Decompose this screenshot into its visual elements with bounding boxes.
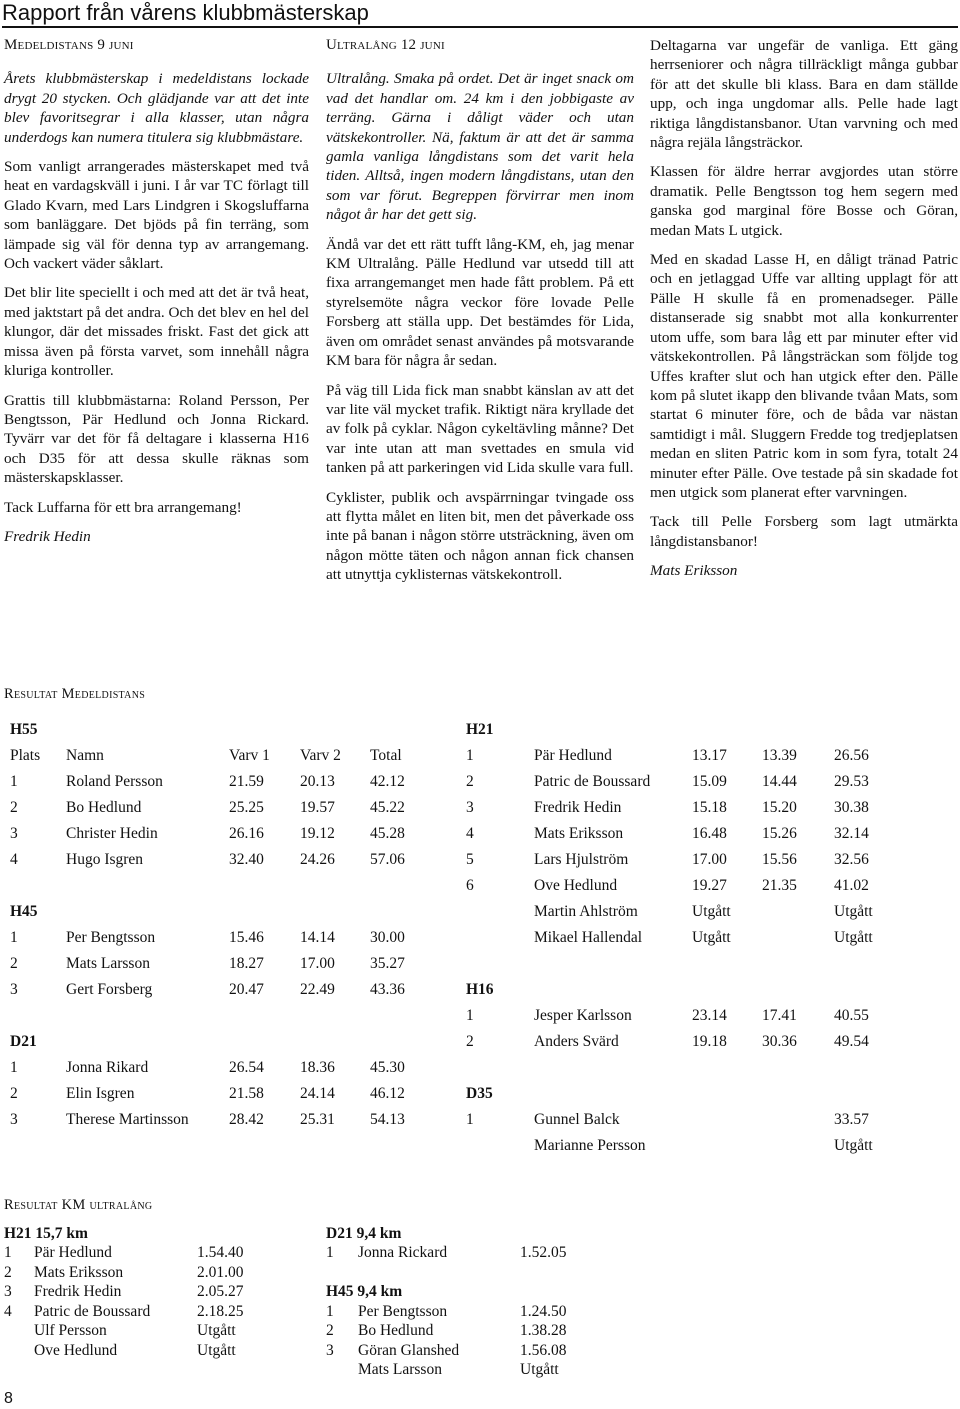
- result-row: [10, 1107, 420, 1133]
- result-cell: Therese Martinsson: [66, 1111, 189, 1128]
- class-heading: D21: [10, 1033, 37, 1050]
- result-cell: Plats: [10, 747, 41, 764]
- result-cell: Ove Hedlund: [534, 877, 618, 894]
- result-row: [10, 769, 420, 795]
- class-heading-row: [466, 1081, 884, 1107]
- result-row: [10, 925, 420, 951]
- result-cell: 3: [10, 981, 18, 998]
- class-heading: H21: [466, 721, 494, 738]
- result-cell: [692, 1107, 762, 1133]
- article-ultralang-continued: [650, 36, 958, 581]
- result-row: [466, 795, 884, 821]
- result-cell: 45.22: [370, 799, 405, 816]
- result-cell: 3: [326, 1341, 334, 1359]
- result-cell: 2.01.00: [197, 1263, 244, 1281]
- result-cell: 2: [466, 773, 474, 790]
- spacer-cell: [466, 951, 884, 977]
- result-cell: 6: [466, 877, 474, 894]
- spacer-row: [10, 1003, 420, 1029]
- result-cell: 2: [326, 1322, 334, 1340]
- class-heading: H55: [10, 721, 38, 738]
- result-cell: 1: [10, 1059, 18, 1076]
- result-cell: Per Bengtsson: [358, 1302, 448, 1320]
- results-table-km-right: [326, 1224, 580, 1380]
- result-cell: 32.40: [229, 851, 264, 868]
- paragraph: Deltagarna var ungefär de vanliga. Ett gäng herrseniorer och några tillräckligt många gubbar för att det skulle bli klass. Bara en dam ställde upp, och inga ungdomar alls. Pelle hade lagt riktiga långdistansbanor. Utan varvning och med några rejäla långsträckor.: [650, 37, 958, 152]
- result-cell: 2.05.27: [197, 1283, 244, 1301]
- result-cell: 21.35: [762, 877, 797, 894]
- result-cell: 2: [10, 955, 18, 972]
- result-cell: 1.24.50: [520, 1302, 567, 1320]
- result-cell: [4, 1322, 34, 1342]
- result-cell: 20.13: [300, 773, 335, 790]
- result-cell: 3: [4, 1283, 12, 1301]
- result-cell: 1: [4, 1244, 12, 1262]
- result-cell: Mats Eriksson: [534, 825, 624, 842]
- result-row: [10, 1055, 420, 1081]
- paragraph: Som vanligt arrangerades mästerskapet med två heat en vardagskväll i juni. I år var TC förlagt till Glado Kvarn, med Lars Lindgren i Skogsluffarna som banläggare. Det bjöds på fin terräng, som lämpade sig väl för denna typ av arrangemang. Och vackert väder såklart.: [4, 158, 309, 273]
- result-cell: 19.27: [692, 877, 727, 894]
- class-heading: H45 9,4 km: [326, 1283, 403, 1301]
- author-signature: Mats Eriksson: [650, 562, 738, 580]
- result-cell: 43.36: [370, 981, 405, 998]
- result-cell: 18.27: [229, 955, 264, 972]
- result-cell: 1: [326, 1302, 334, 1320]
- result-cell: 46.12: [370, 1085, 405, 1102]
- result-cell: 5: [466, 851, 474, 868]
- result-cell: 26.54: [229, 1059, 264, 1076]
- result-cell: 30.00: [370, 929, 405, 946]
- result-cell: Varv 2: [300, 747, 341, 764]
- result-row: [4, 1302, 257, 1322]
- result-cell: 57.06: [370, 851, 405, 868]
- page-number: 8: [4, 1390, 13, 1407]
- result-row: [4, 1263, 257, 1283]
- result-cell: 40.55: [834, 1007, 869, 1024]
- result-row: [4, 1283, 257, 1303]
- result-cell: 35.27: [370, 955, 405, 972]
- result-cell: 4: [4, 1302, 12, 1320]
- spacer-cell: [466, 1055, 884, 1081]
- result-cell: [4, 1341, 34, 1361]
- class-heading-row: [326, 1224, 580, 1244]
- paragraph: Med en skadad Lasse H, en dåligt tränad Patric och en jetlaggad Uffe var allting upplagt för att Pälle H skulle få en promenadseger. Pälle distanserade sig snabbt mot alla konkurrenter utom uffe, som bara låg ett par minuter efter vid vätskekontrollen. På långsträckan som följde tog Uffes krafter slut och han utgick efter den. Pälle kom på slutet ikapp den blivande tvåan Mats, som startat 6 minuter före, och de båda var nästan samtidigt i mål. Sluggern Fredde tog tredjeplatsen medan en sliten Patric kom in som fyra, totalt 24 minuter efter Pälle. Ove testade på sin skadade fot men utgick som planerat efter varvningen.: [650, 251, 958, 501]
- result-row: [10, 795, 420, 821]
- result-cell: Jonna Rikard: [66, 1059, 149, 1076]
- result-cell: 2: [466, 1033, 474, 1050]
- result-cell: [692, 1133, 762, 1159]
- result-cell: Utgått: [692, 903, 731, 920]
- result-cell: Utgått: [834, 1137, 873, 1154]
- result-cell: 1.54.40: [197, 1244, 244, 1262]
- paragraph: Ändå var det ett rätt tufft lång-KM, eh, jag menar KM Ultralång. Pälle Hedlund var utsedd till att fixa arrangemanget men hade fått problem. På ett styrelsemöte några veckor före lovade Pelle Forsberg att ställa upp. Det bestämdes för Lida, även om området senast användes på motsvarande KM bara för några år sedan.: [326, 235, 634, 370]
- results-heading-medeldistans: Resultat Medeldistans: [4, 686, 146, 702]
- result-cell: Hugo Isgren: [66, 851, 144, 868]
- result-cell: Mats Larsson: [66, 955, 150, 972]
- result-cell: 15.46: [229, 929, 264, 946]
- result-cell: 32.14: [834, 825, 869, 842]
- result-cell: 1: [10, 773, 18, 790]
- result-cell: 13.39: [762, 747, 797, 764]
- result-cell: 2: [10, 1085, 18, 1102]
- class-heading-row: [466, 717, 884, 743]
- result-cell: 1: [326, 1244, 334, 1262]
- result-cell: Total: [370, 747, 402, 764]
- result-cell: Utgått: [834, 929, 873, 946]
- result-cell: Jonna Rickard: [358, 1244, 448, 1262]
- result-cell: [762, 1107, 834, 1133]
- result-cell: 4: [10, 851, 18, 868]
- result-cell: [762, 899, 834, 925]
- section-heading-ultralang: Ultralång 12 juni: [326, 37, 445, 53]
- result-cell: Utgått: [520, 1361, 559, 1379]
- section-heading-medeldistans: Medeldistans 9 juni: [4, 37, 134, 53]
- result-cell: 26.16: [229, 825, 264, 842]
- result-cell: 16.48: [692, 825, 727, 842]
- class-heading: D21 9,4 km: [326, 1224, 402, 1242]
- result-row: [326, 1302, 580, 1322]
- result-cell: [762, 925, 834, 951]
- result-cell: 14.14: [300, 929, 335, 946]
- paragraph: Grattis till klubbmästarna: Roland Persson, Per Bengtsson, Pär Hedlund och Jonna Rickard. Tyvärr var det för få deltagare i klasserna H16 och D35 för att dessa skulle räknas som mästerskapsklasser.: [4, 391, 309, 487]
- result-cell: Patric de Boussard: [534, 773, 651, 790]
- spacer-cell: [10, 1003, 420, 1029]
- result-cell: 21.59: [229, 773, 264, 790]
- result-cell: Elin Isgren: [66, 1085, 135, 1102]
- result-cell: 1.52.05: [520, 1244, 567, 1262]
- result-row: [466, 847, 884, 873]
- result-row: [10, 847, 420, 873]
- result-cell: 1: [466, 1111, 474, 1128]
- result-cell: Patric de Boussard: [34, 1302, 151, 1320]
- result-cell: Ove Hedlund: [34, 1341, 118, 1359]
- result-row: [4, 1341, 257, 1361]
- result-cell: Utgått: [834, 903, 873, 920]
- result-cell: Mats Larsson: [358, 1361, 442, 1379]
- article-ultralang: [326, 36, 634, 595]
- result-cell: 54.13: [370, 1111, 405, 1128]
- result-row: [4, 1322, 257, 1342]
- result-cell: 3: [10, 1111, 18, 1128]
- result-cell: 17.00: [692, 851, 727, 868]
- article-medeldistans: [4, 36, 309, 546]
- result-cell: 23.14: [692, 1007, 727, 1024]
- results-heading-km: Resultat KM ultralång: [4, 1197, 153, 1213]
- result-cell: Utgått: [692, 929, 731, 946]
- result-cell: 21.58: [229, 1085, 264, 1102]
- result-row: [4, 1244, 257, 1264]
- result-cell: Marianne Persson: [534, 1137, 646, 1154]
- result-cell: 32.56: [834, 851, 869, 868]
- result-cell: 1: [466, 747, 474, 764]
- result-row: [326, 1341, 580, 1361]
- result-cell: 13.17: [692, 747, 727, 764]
- result-cell: [762, 1133, 834, 1159]
- class-heading: H16: [466, 981, 494, 998]
- spacer-cell: [326, 1263, 580, 1283]
- result-cell: [466, 925, 534, 951]
- class-heading-row: [466, 977, 884, 1003]
- result-cell: Pär Hedlund: [534, 747, 612, 764]
- result-cell: 2: [4, 1263, 12, 1281]
- result-cell: 18.36: [300, 1059, 335, 1076]
- result-cell: Gunnel Balck: [534, 1111, 620, 1128]
- result-cell: [326, 1361, 358, 1381]
- result-cell: 42.12: [370, 773, 405, 790]
- result-cell: 25.31: [300, 1111, 335, 1128]
- paragraph: Tack Luffarna för ett bra arrangemang!: [4, 498, 242, 516]
- result-cell: 1: [466, 1007, 474, 1024]
- result-row: [326, 1322, 580, 1342]
- result-cell: Bo Hedlund: [66, 799, 142, 816]
- lead-paragraph: Ultralång. Smaka på ordet. Det är inget snack om vad det handlar om. 24 km i den jobbigaste av terräng. Gärna i dåligt väder och utan vätskekontroller. Nä, faktum är att det är samma gamla vanliga långdistans som det varit hela tiden. Alltså, ingen modern långdistans, utan den som var förut. Begreppen förvirrar men inom något år har det gett sig.: [326, 70, 634, 224]
- spacer-row: [326, 1263, 580, 1283]
- result-cell: 3: [466, 799, 474, 816]
- class-heading: H21 15,7 km: [4, 1224, 88, 1242]
- page-title: Rapport från vårens klubbmästerskap: [2, 0, 958, 28]
- result-cell: 2.18.25: [197, 1302, 244, 1320]
- result-cell: Pär Hedlund: [34, 1244, 112, 1262]
- author-signature: Fredrik Hedin: [4, 527, 91, 545]
- result-row: [466, 925, 884, 951]
- result-cell: 15.09: [692, 773, 727, 790]
- result-cell: 17.00: [300, 955, 335, 972]
- result-cell: 45.28: [370, 825, 405, 842]
- result-cell: 20.47: [229, 981, 264, 998]
- result-cell: 15.56: [762, 851, 797, 868]
- result-cell: Fredrik Hedin: [34, 1283, 122, 1301]
- result-cell: 19.57: [300, 799, 335, 816]
- class-heading-row: [4, 1224, 257, 1244]
- result-cell: Varv 1: [229, 747, 270, 764]
- result-row: [326, 1244, 580, 1264]
- result-row: [10, 951, 420, 977]
- result-cell: Lars Hjulström: [534, 851, 629, 868]
- result-cell: 25.25: [229, 799, 264, 816]
- result-cell: 19.12: [300, 825, 335, 842]
- result-cell: 19.18: [692, 1033, 727, 1050]
- result-cell: 17.41: [762, 1007, 797, 1024]
- class-heading-row: [10, 717, 420, 743]
- results-table-km-left: [4, 1224, 257, 1361]
- result-cell: Bo Hedlund: [358, 1322, 434, 1340]
- result-row: [466, 1029, 884, 1055]
- result-cell: 15.18: [692, 799, 727, 816]
- paragraph: Tack till Pelle Forsberg som lagt utmärkta långdistansbanor!: [650, 513, 958, 550]
- result-cell: Mats Eriksson: [34, 1263, 124, 1281]
- result-cell: 4: [466, 825, 474, 842]
- result-cell: [466, 899, 534, 925]
- result-cell: 2: [10, 799, 18, 816]
- result-cell: 1: [10, 929, 18, 946]
- result-row: [466, 1107, 884, 1133]
- result-row: [466, 769, 884, 795]
- result-cell: Fredrik Hedin: [534, 799, 622, 816]
- result-cell: Namn: [66, 747, 104, 764]
- result-row: [466, 1133, 884, 1159]
- result-row: [466, 873, 884, 899]
- results-table-medel-right: [466, 717, 884, 1159]
- result-row: [10, 977, 420, 1003]
- result-cell: 28.42: [229, 1111, 264, 1128]
- result-cell: 29.53: [834, 773, 869, 790]
- result-cell: Per Bengtsson: [66, 929, 156, 946]
- result-cell: [466, 1133, 534, 1159]
- class-heading: H45: [10, 903, 38, 920]
- paragraph: Klassen för äldre herrar avgjordes utan större dramatik. Pelle Bengtsson tog hem segern med ganska god marginal före Bosse och Göran, medan Mats L utgick.: [650, 163, 958, 239]
- result-row: [466, 899, 884, 925]
- result-cell: 3: [10, 825, 18, 842]
- result-row: [10, 821, 420, 847]
- spacer-row: [466, 1055, 884, 1081]
- spacer-row: [466, 951, 884, 977]
- result-row: [466, 1003, 884, 1029]
- class-heading-row: [10, 899, 420, 925]
- result-cell: 24.26: [300, 851, 335, 868]
- result-row: [10, 1081, 420, 1107]
- class-heading-row: [326, 1283, 580, 1303]
- result-cell: Utgått: [197, 1322, 236, 1340]
- result-row: [10, 743, 420, 769]
- result-cell: 15.26: [762, 825, 797, 842]
- result-cell: 1.56.08: [520, 1341, 567, 1359]
- result-cell: 26.56: [834, 747, 869, 764]
- result-cell: Utgått: [197, 1341, 236, 1359]
- result-row: [326, 1361, 580, 1381]
- paragraph: Det blir lite speciellt i och med att det är två heat, med jaktstart på det andra. Och det blev en hel del klungor, där det missades friskt. Fast det gick att missa även på första varvet, som innehåll några kluriga kontroller.: [4, 284, 309, 380]
- class-heading-row: [10, 1029, 420, 1055]
- result-cell: 22.49: [300, 981, 335, 998]
- result-cell: 30.38: [834, 799, 869, 816]
- result-cell: 45.30: [370, 1059, 405, 1076]
- result-cell: 1.38.28: [520, 1322, 567, 1340]
- result-cell: Jesper Karlsson: [534, 1007, 632, 1024]
- result-cell: 49.54: [834, 1033, 869, 1050]
- paragraph: Cyklister, publik och avspärrningar tvingade oss att flytta målet en liten bit, men det påverkade oss inte på banan i någon större utsträckning, även om någon mötte täten och någon annan fick chansen att utnyttja cyklisternas vätskekontroll.: [326, 488, 634, 584]
- paragraph: På väg till Lida fick man snabbt känslan av att det var lite väl mycket trafik. Riktigt nära kryllade det av folk på cyklar. Någon cykeltävling månne? Det var inte utan att man svettades en smula vid tanken på att parkeringen vid Lida skulle vara full.: [326, 381, 634, 477]
- result-cell: 41.02: [834, 877, 869, 894]
- result-row: [466, 821, 884, 847]
- result-cell: 15.20: [762, 799, 797, 816]
- result-cell: Gert Forsberg: [66, 981, 153, 998]
- spacer-cell: [10, 873, 420, 899]
- result-cell: 33.57: [834, 1111, 869, 1128]
- result-cell: Anders Svärd: [534, 1033, 619, 1050]
- result-cell: 30.36: [762, 1033, 797, 1050]
- result-cell: Roland Persson: [66, 773, 163, 790]
- result-cell: Christer Hedin: [66, 825, 158, 842]
- result-row: [466, 743, 884, 769]
- result-cell: Martin Ahlström: [534, 903, 638, 920]
- results-table-medel-left: [10, 717, 420, 1133]
- result-cell: 24.14: [300, 1085, 335, 1102]
- result-cell: 14.44: [762, 773, 797, 790]
- result-cell: Göran Glanshed: [358, 1341, 460, 1359]
- spacer-row: [10, 873, 420, 899]
- result-cell: Mikael Hallendal: [534, 929, 643, 946]
- result-cell: Ulf Persson: [34, 1322, 107, 1340]
- class-heading: D35: [466, 1085, 493, 1102]
- lead-paragraph: Årets klubbmästerskap i medeldistans lockade drygt 20 stycken. Och glädjande var att det inte blev favoritsegrar i alla klasser, utan några underdogs kan numera titulera sig klubbmästare.: [4, 70, 309, 146]
